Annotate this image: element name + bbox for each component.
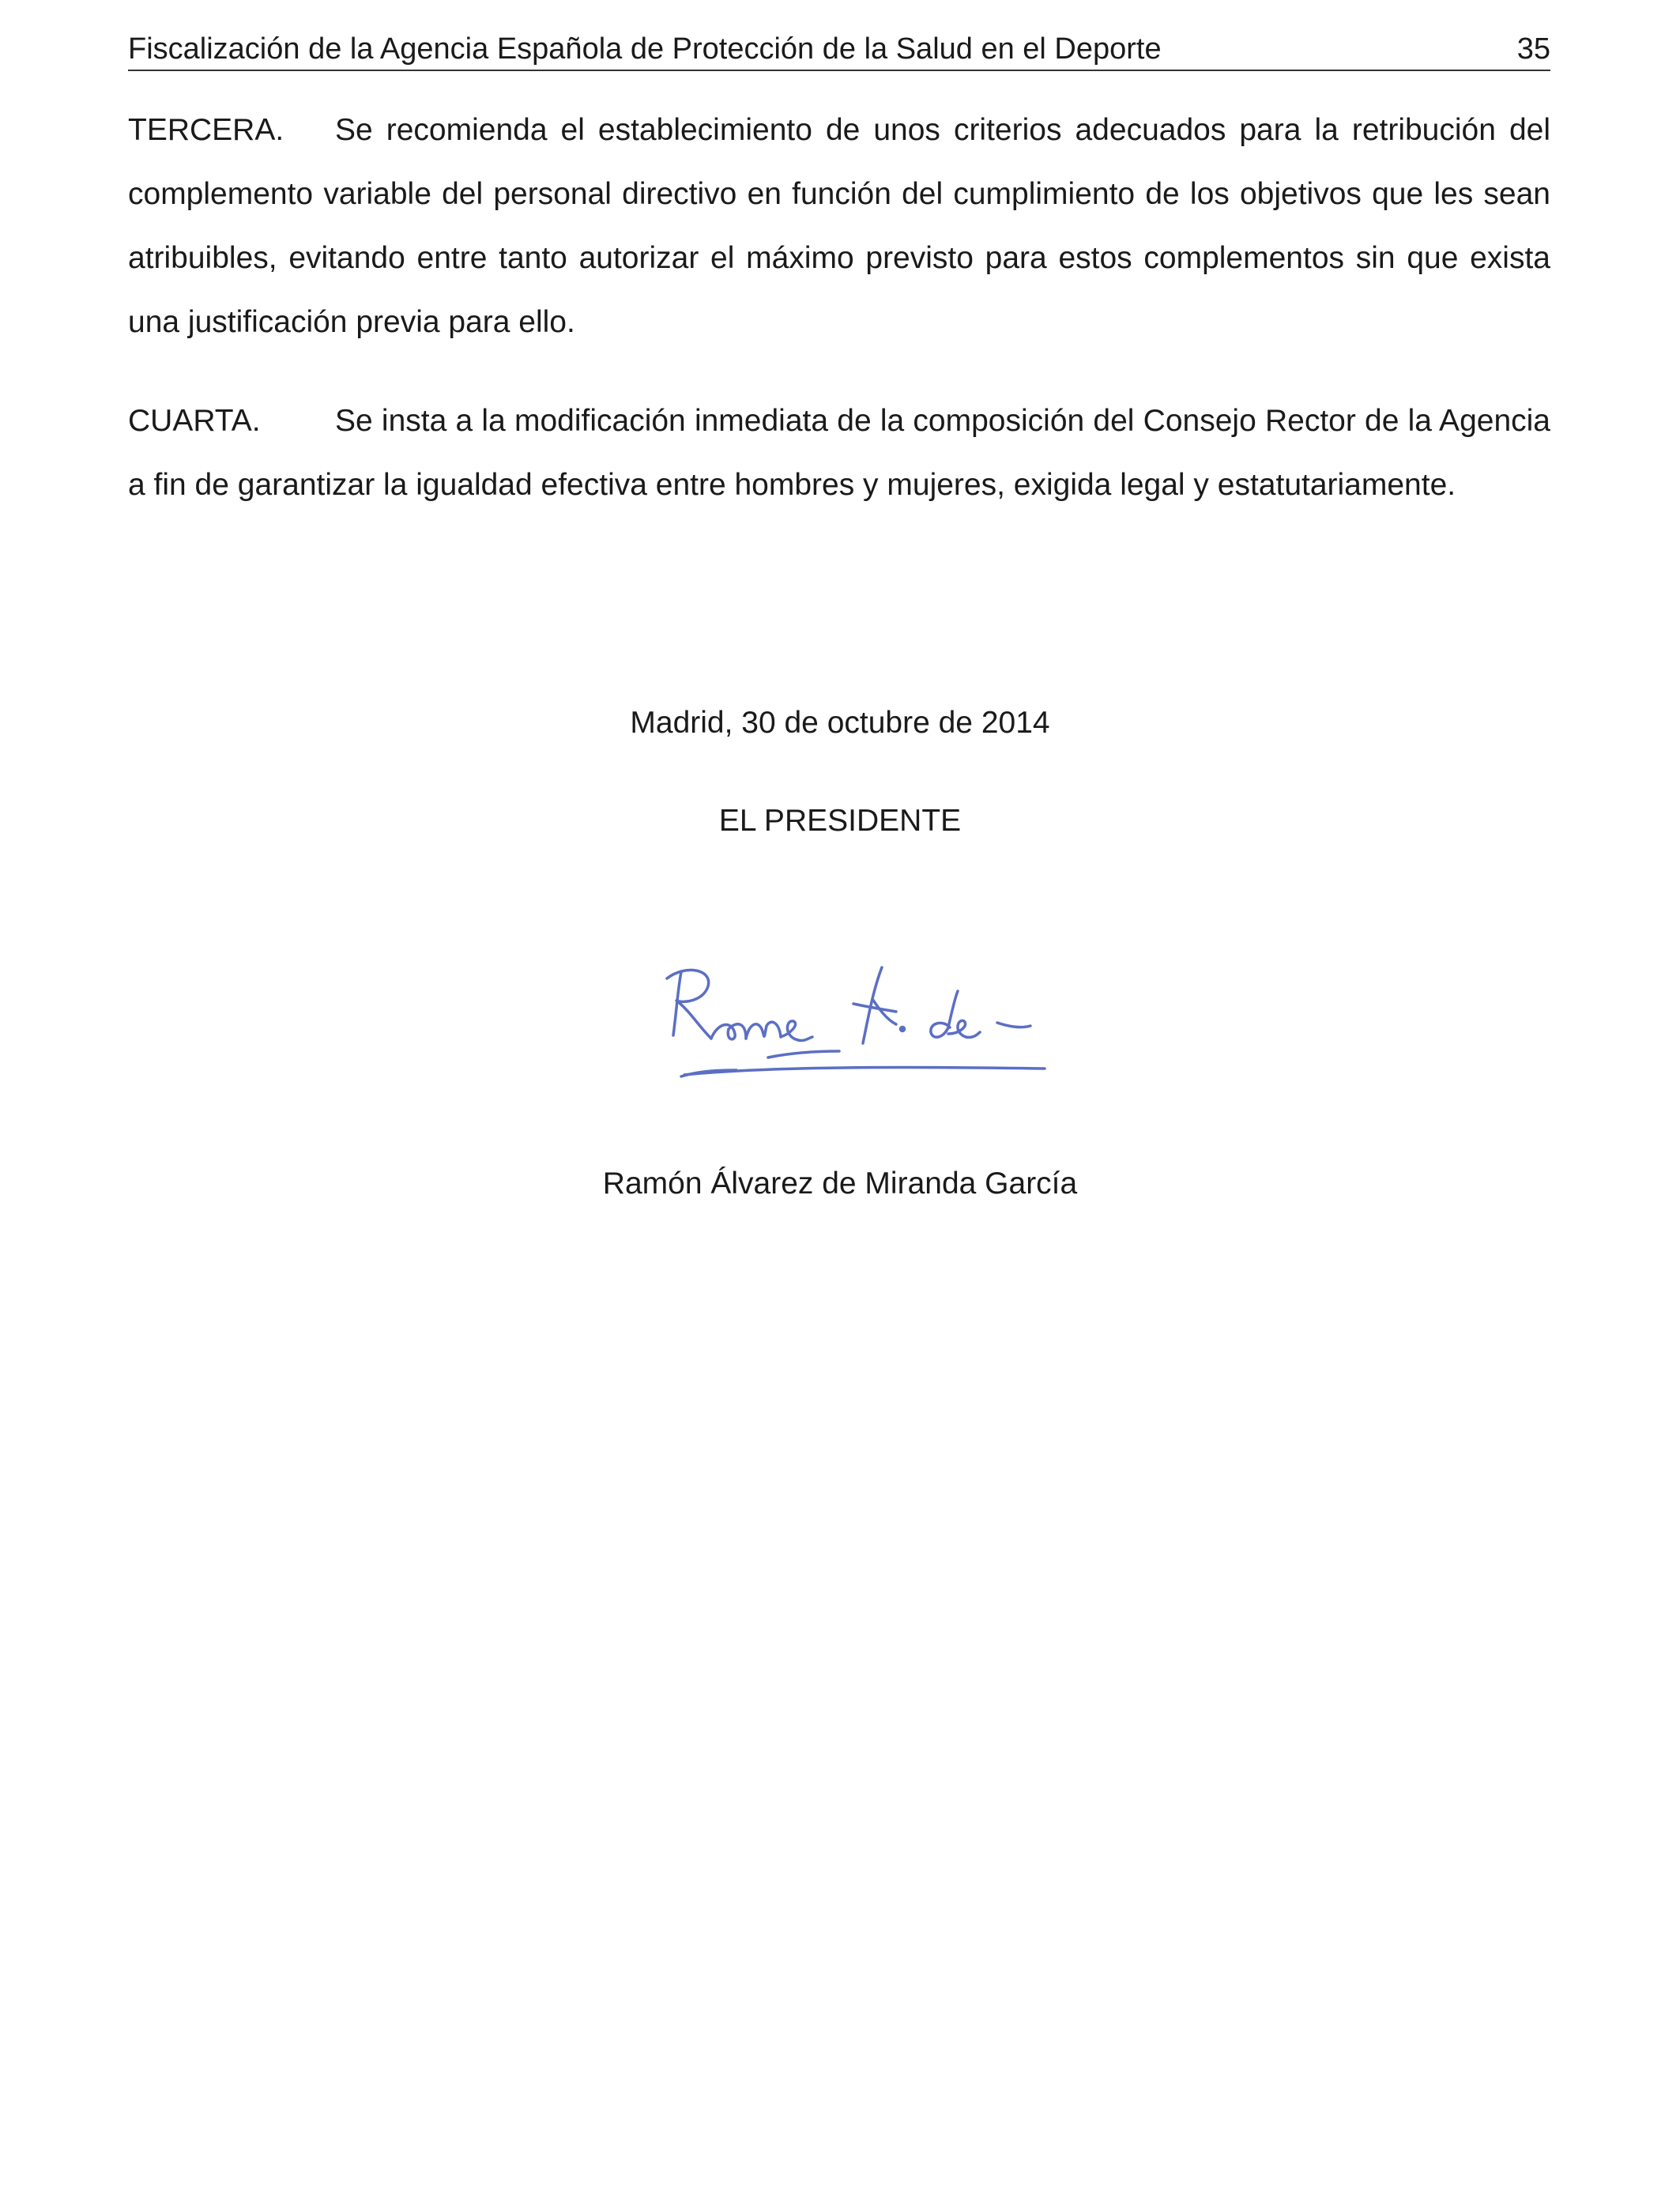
signer-office: EL PRESIDENTE — [718, 804, 962, 838]
recommendation-text: Se recomienda el establecimiento de unos criterios adecuados para la retribución del complemento variable del personal directivo en función del cumplimiento de los objetivos que les sean atribuibles, evitando entre tanto autorizar el máximo previsto para estos complementos sin que exista una justificación previa para ello. — [128, 113, 1550, 339]
header-title: Fiscalización de la Agencia Española de Protección de la Salud en el Deporte — [128, 32, 1162, 66]
handwritten-signature — [650, 941, 1060, 1091]
recommendation-cuarta — [128, 389, 1550, 517]
place-and-date: Madrid, 30 de octubre de 2014 — [630, 706, 1050, 740]
recommendation-label: TERCERA. — [128, 113, 284, 147]
recommendation-label: CUARTA. — [128, 404, 261, 438]
running-header — [128, 27, 1550, 68]
recommendation-text: Se insta a la modificación inmediata de la composición del Consejo Rector de la Agencia a fin de garantizar la igualdad efectiva entre hombres y mujeres, exigida legal y estatutariamente. — [128, 404, 1550, 502]
page-number: 35 — [1516, 32, 1550, 66]
header-divider — [128, 70, 1550, 71]
recommendation-tercera — [128, 98, 1550, 354]
signer-name: Ramón Álvarez de Miranda García — [602, 1167, 1078, 1201]
